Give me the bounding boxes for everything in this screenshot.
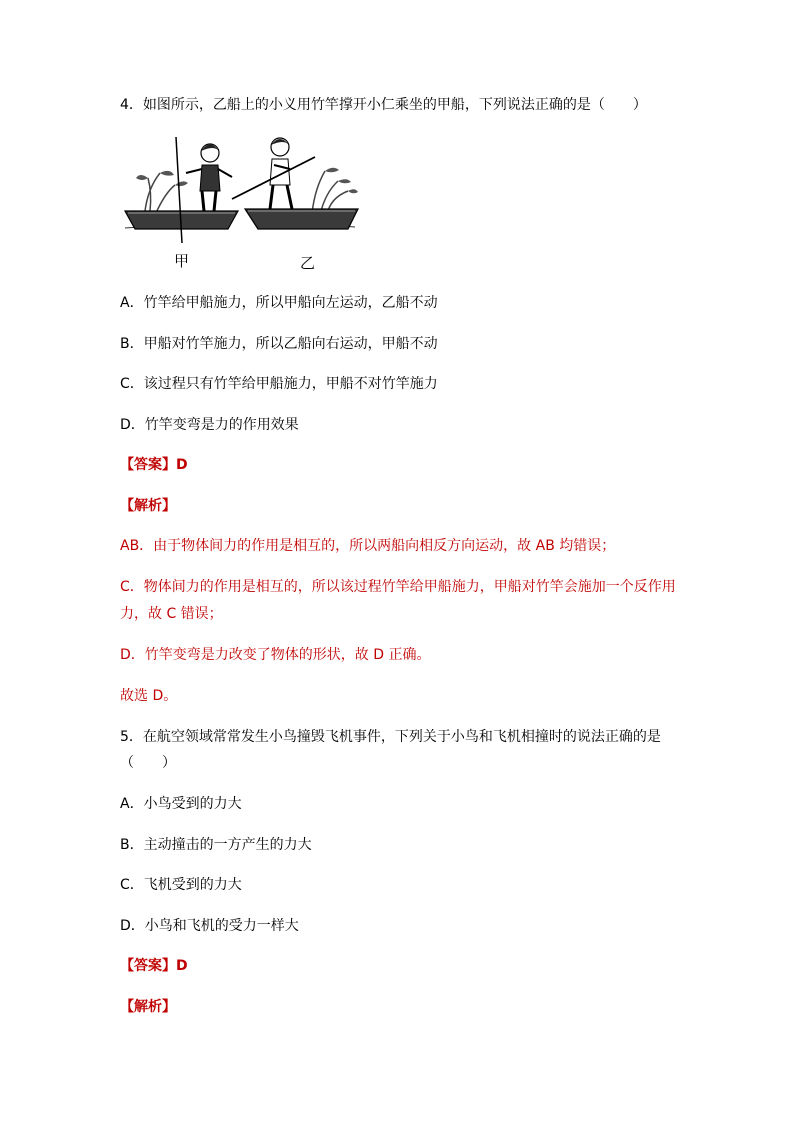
q4-analysis-c-line1: C．物体间力的作用是相互的，所以该过程竹竿给甲船施力，甲船对竹竿会施加一个反作用 (120, 579, 676, 595)
q4-analysis-d: D．竹竿变弯是力改变了物体的形状，故 D 正确。 (120, 647, 431, 663)
q5-option-c: C．飞机受到的力大 (120, 877, 242, 893)
q5-stem-line2: （ ） (120, 755, 176, 771)
q4-analysis-title: 【解析】 (120, 498, 176, 514)
q4-option-c: C．该过程只有竹竿给甲船施力，甲船不对竹竿施力 (120, 376, 438, 392)
figure-label-yi: 乙 (300, 254, 316, 272)
figure-label-jia: 甲 (174, 252, 190, 270)
q4-option-b: B．甲船对竹竿施力，所以乙船向右运动，甲船不动 (120, 336, 438, 352)
q4-option-d: D．竹竿变弯是力的作用效果 (120, 417, 299, 433)
q5-option-d: D．小鸟和飞机的受力一样大 (120, 918, 299, 934)
boats-illustration (120, 133, 360, 273)
q5-option-b: B．主动撞击的一方产生的力大 (120, 837, 312, 853)
q4-option-a: A．竹竿给甲船施力，所以甲船向左运动，乙船不动 (120, 295, 438, 311)
q5-answer: 【答案】D (120, 958, 188, 974)
q4-analysis-ab: AB．由于物体间力的作用是相互的，所以两船向相反方向运动，故 AB 均错误； (120, 538, 616, 554)
q4-answer: 【答案】D (120, 457, 188, 473)
q4-stem: 4．如图所示，乙船上的小义用竹竿撑开小仁乘坐的甲船，下列说法正确的是（ ） (120, 97, 647, 113)
q5-stem-line1: 5．在航空领域常常发生小鸟撞毁飞机事件，下列关于小鸟和飞机相撞时的说法正确的是 (120, 729, 661, 745)
q5-option-a: A．小鸟受到的力大 (120, 796, 242, 812)
q4-conclusion: 故选 D。 (120, 688, 178, 704)
boats-illustration-svg (120, 133, 360, 273)
q4-analysis-c-line2: 力，故 C 错误； (120, 606, 223, 622)
q5-analysis-title: 【解析】 (120, 999, 176, 1015)
